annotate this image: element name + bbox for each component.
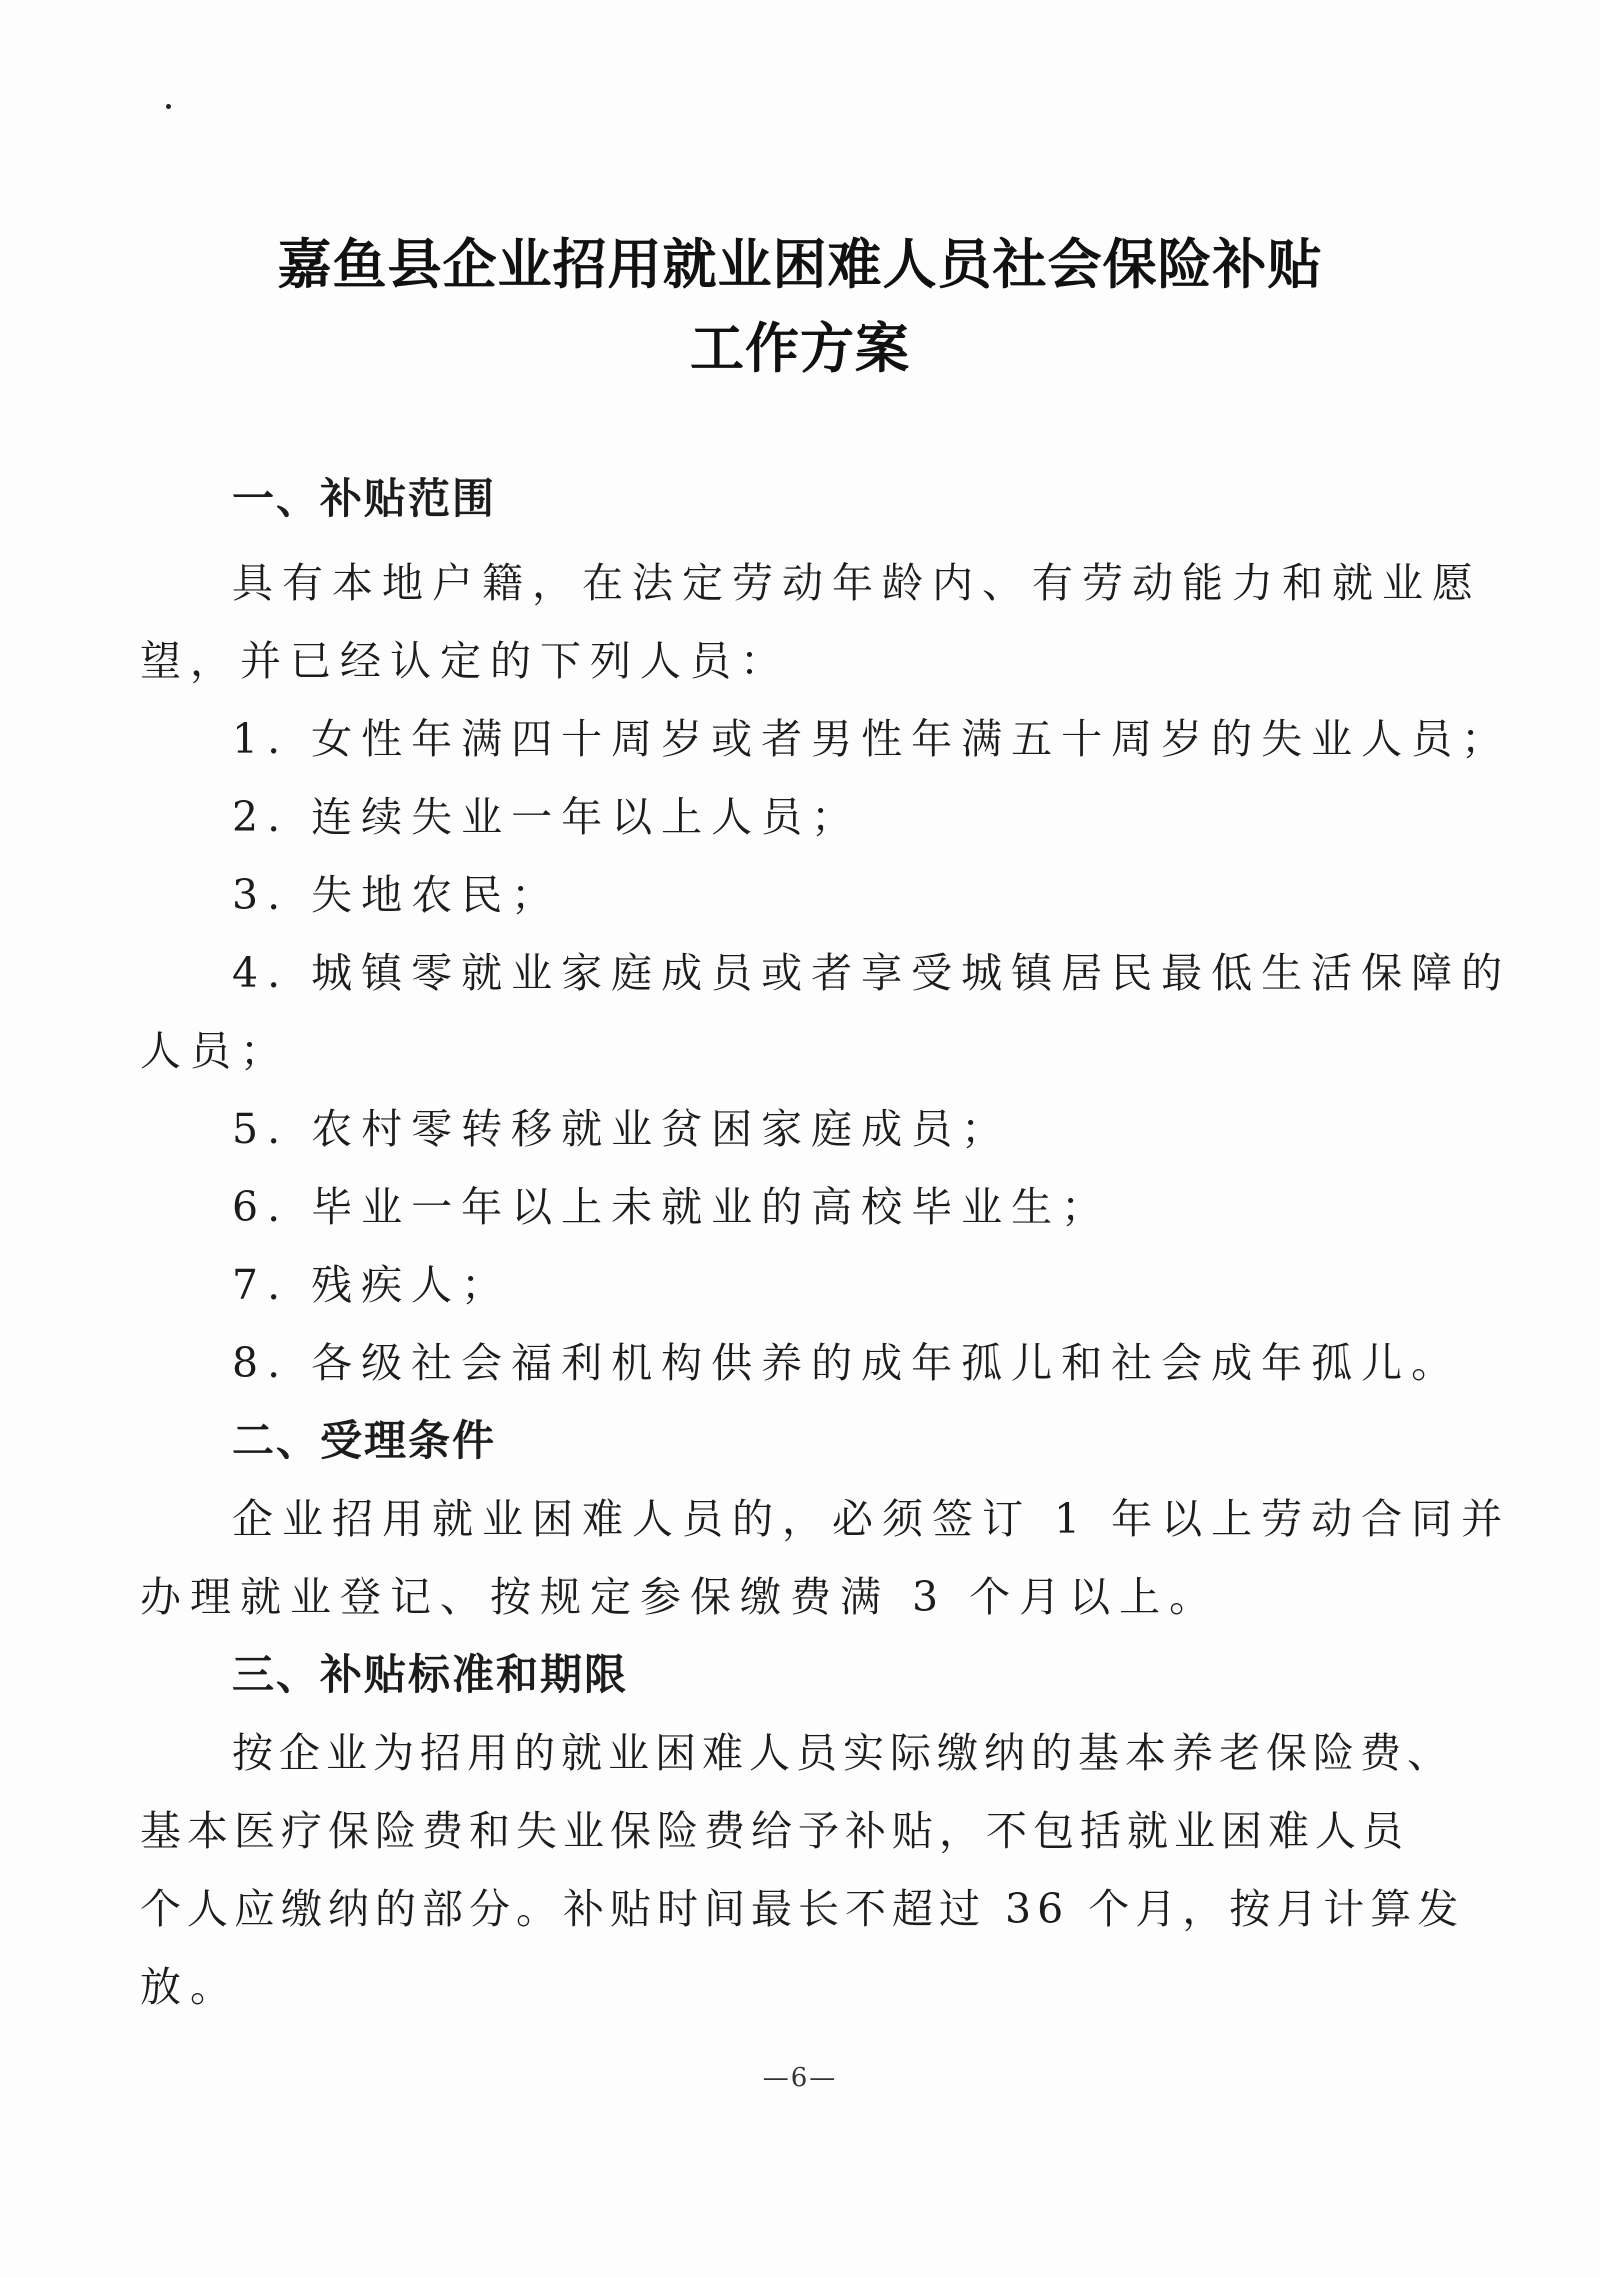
list-item: 5. 农村零转移就业贫困家庭成员； — [232, 1105, 1012, 1153]
section-heading-subsidy-standard: 三、补贴标准和期限 — [232, 1650, 629, 1699]
paragraph-line: 办理就业登记、按规定参保缴费满 3 个月以上。 — [140, 1573, 1220, 1621]
list-item-continuation: 人员； — [140, 1027, 290, 1075]
paragraph-line: 望，并已经认定的下列人员： — [140, 637, 790, 685]
section-heading-acceptance-conditions: 二、受理条件 — [232, 1416, 497, 1465]
paragraph-line: 基本医疗保险费和失业保险费给予补贴，不包括就业困难人员 — [140, 1807, 1409, 1855]
list-item: 6. 毕业一年以上未就业的高校毕业生； — [232, 1183, 1112, 1231]
list-item: 4. 城镇零就业家庭成员或者享受城镇居民最低生活保障的 — [232, 949, 1512, 997]
list-item: 7. 残疾人； — [232, 1261, 512, 1309]
list-item: 2. 连续失业一年以上人员； — [232, 793, 862, 841]
paragraph-line: 具有本地户籍，在法定劳动年龄内、有劳动能力和就业愿 — [232, 559, 1482, 607]
list-item: 1. 女性年满四十周岁或者男性年满五十周岁的失业人员； — [232, 715, 1512, 763]
list-item: 8. 各级社会福利机构供养的成年孤儿和社会成年孤儿。 — [232, 1339, 1462, 1387]
document-title-line-1: 嘉鱼县企业招用就业困难人员社会保险补贴 — [277, 232, 1323, 296]
page-number: —6— — [762, 2063, 838, 2093]
document-title-line-2: 工作方案 — [690, 316, 910, 380]
paragraph-line: 个人应缴纳的部分。补贴时间最长不超过 36 个月，按月计算发 — [140, 1885, 1465, 1933]
paragraph-line: 企业招用就业困难人员的，必须签订 1 年以上劳动合同并 — [232, 1495, 1512, 1543]
scan-speck — [166, 104, 171, 109]
list-item: 3. 失地农民； — [232, 871, 562, 919]
section-heading-subsidy-scope: 一、补贴范围 — [232, 474, 497, 523]
paragraph-line: 放。 — [140, 1963, 240, 2011]
paragraph-line: 按企业为招用的就业困难人员实际缴纳的基本养老保险费、 — [232, 1729, 1454, 1777]
